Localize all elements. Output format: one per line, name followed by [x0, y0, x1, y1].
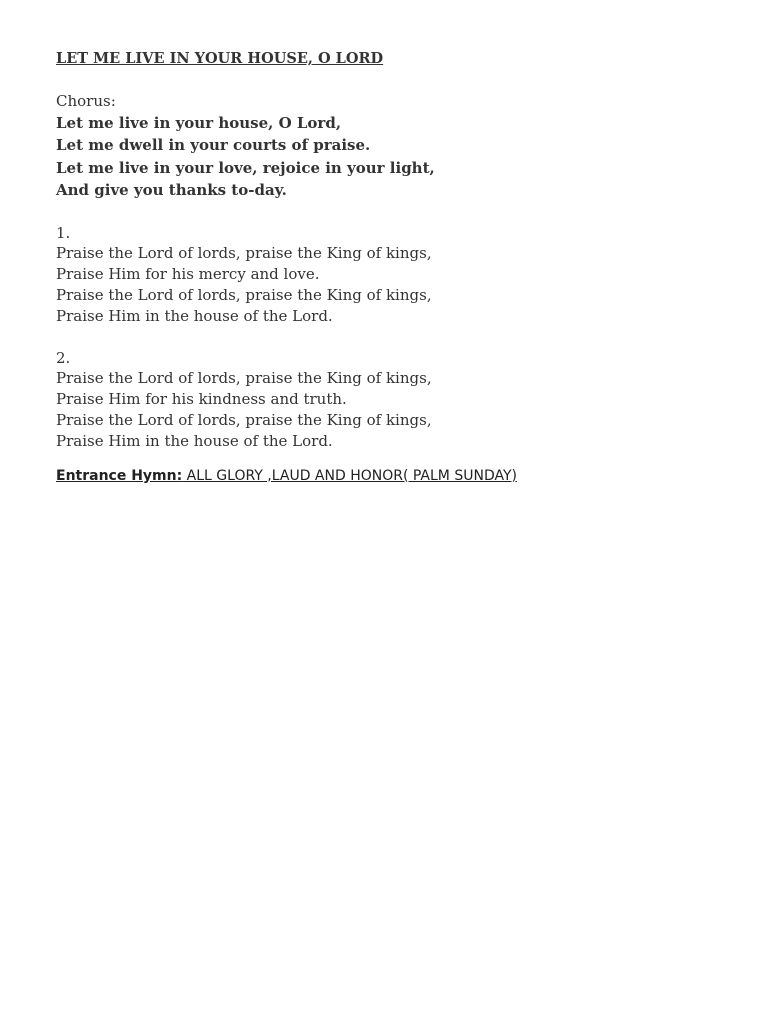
hymn-title: LET ME LIVE IN YOUR HOUSE, O LORD — [56, 50, 384, 67]
verse-line: Praise the Lord of lords, praise the King of kings, — [56, 369, 432, 388]
chorus-line: Let me dwell in your courts of praise. — [56, 136, 371, 155]
verse-1 — [56, 223, 736, 327]
verse-line: Praise Him for his mercy and love. — [56, 265, 320, 284]
verse-line: Praise the Lord of lords, praise the King of kings, — [56, 244, 432, 263]
verse-line: Praise Him in the house of the Lord. — [56, 306, 333, 325]
entrance-hymn-note — [56, 466, 736, 487]
verse-number: 1. — [56, 223, 71, 242]
verse-line: Praise Him for his kindness and truth. — [56, 390, 347, 409]
verse-line: Praise the Lord of lords, praise the King of kings, — [56, 410, 432, 429]
chorus-line: And give you thanks to-day. — [56, 181, 287, 200]
verse-number: 2. — [56, 348, 71, 367]
chorus-label: Chorus: — [56, 91, 116, 110]
entrance-hymn-title: ALL GLORY ,LAUD AND HONOR( PALM SUNDAY) — [182, 467, 517, 484]
verse-2 — [56, 348, 736, 452]
hymn-content — [56, 49, 736, 486]
chorus-line: Let me live in your love, rejoice in your light, — [56, 158, 435, 177]
verse-line: Praise Him in the house of the Lord. — [56, 431, 333, 450]
verse-line: Praise the Lord of lords, praise the King of kings, — [56, 285, 432, 304]
chorus-section — [56, 91, 736, 202]
chorus-line: Let me live in your house, O Lord, — [56, 113, 342, 132]
entrance-hymn-label: Entrance Hymn: — [56, 467, 183, 484]
